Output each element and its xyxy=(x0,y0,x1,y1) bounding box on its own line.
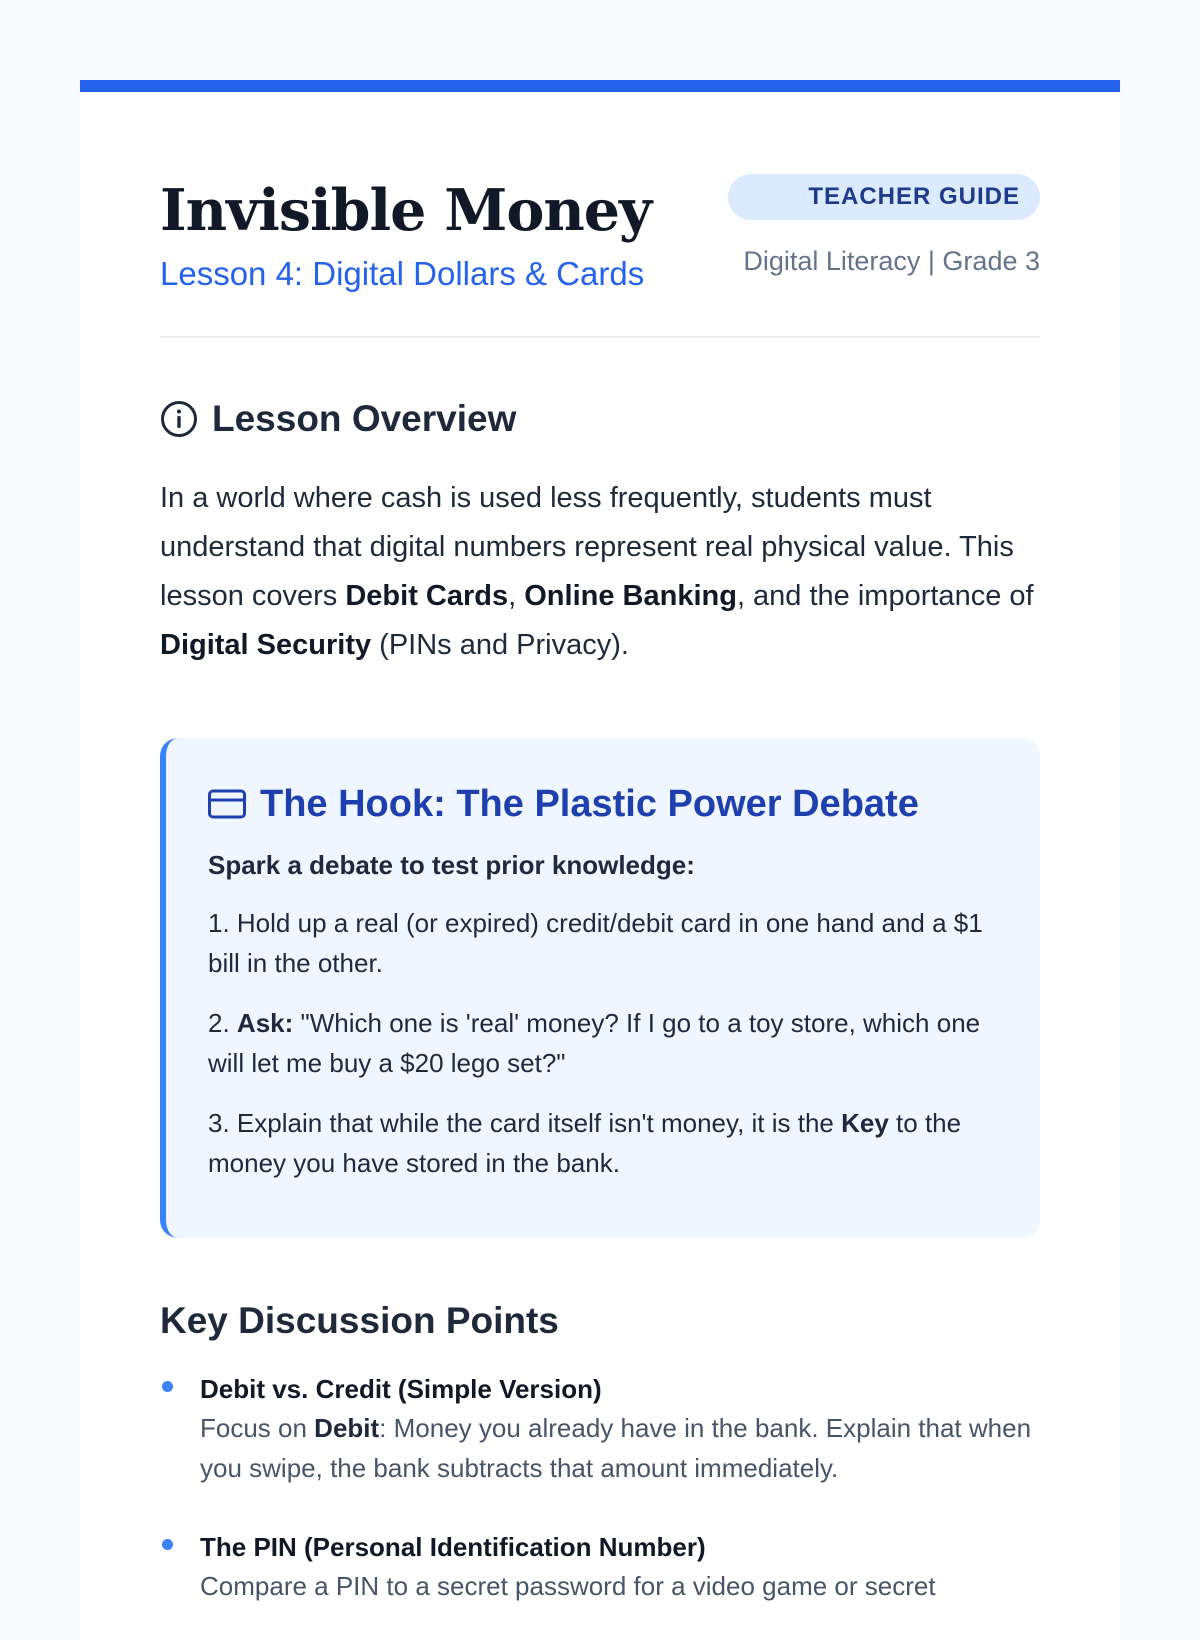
bullet-dot xyxy=(162,1381,173,1392)
hook-step-1: 1. Hold up a real (or expired) credit/debit card in one hand and a $1 bill in the other. xyxy=(208,908,983,978)
point-title: The PIN (Personal Identification Number) xyxy=(200,1532,706,1562)
bullet-dot xyxy=(162,1539,173,1550)
page-title: Invisible Money xyxy=(160,177,652,244)
point-title: Debit vs. Credit (Simple Version) xyxy=(200,1374,602,1404)
hook-intro: Spark a debate to test prior knowledge: xyxy=(208,850,695,880)
overview-heading-row xyxy=(160,394,1040,444)
teacher-guide-badge: TEACHER GUIDE xyxy=(728,174,1040,220)
credit-card-icon xyxy=(208,789,246,819)
hook-step-2: 2. Ask: "Which one is 'real' money? If I go to a toy store, which one will let me buy a $20 lego set?" xyxy=(208,1008,981,1078)
hook-heading-row xyxy=(208,778,1000,830)
overview-paragraph: In a world where cash is used less frequently, students must understand that digital numbers represent real physical value. This lesson covers Debit Cards, Online Banking, and the importance of Digital Security (PINs and Privacy). xyxy=(160,482,1034,661)
lesson-subtitle: Lesson 4: Digital Dollars & Cards xyxy=(160,255,645,292)
lesson-page xyxy=(80,80,1120,1640)
digital-security-term: Digital Security xyxy=(160,629,372,661)
overview-heading: Lesson Overview xyxy=(212,398,517,439)
online-banking-term: Online Banking xyxy=(524,580,737,612)
hook-step-3: 3. Explain that while the card itself isn't money, it is the Key to the money you have stored in the bank. xyxy=(208,1108,962,1178)
point-body: Compare a PIN to a secret password for a video game or secret xyxy=(200,1571,936,1601)
discussion-heading: Key Discussion Points xyxy=(160,1300,559,1341)
point-body: Focus on Debit: Money you already have in the bank. Explain that when you swipe, the bank subtracts that amount immediately. xyxy=(200,1413,1032,1483)
info-icon xyxy=(160,400,198,438)
list-item xyxy=(160,1370,1040,1488)
debit-cards-term: Debit Cards xyxy=(345,580,509,612)
hook-heading: The Hook: The Plastic Power Debate xyxy=(260,782,919,825)
hook-callout xyxy=(160,738,1040,1238)
subject-grade-meta: Digital Literacy | Grade 3 xyxy=(743,246,1040,276)
list-item xyxy=(160,1528,1040,1606)
lesson-header xyxy=(160,92,1040,338)
